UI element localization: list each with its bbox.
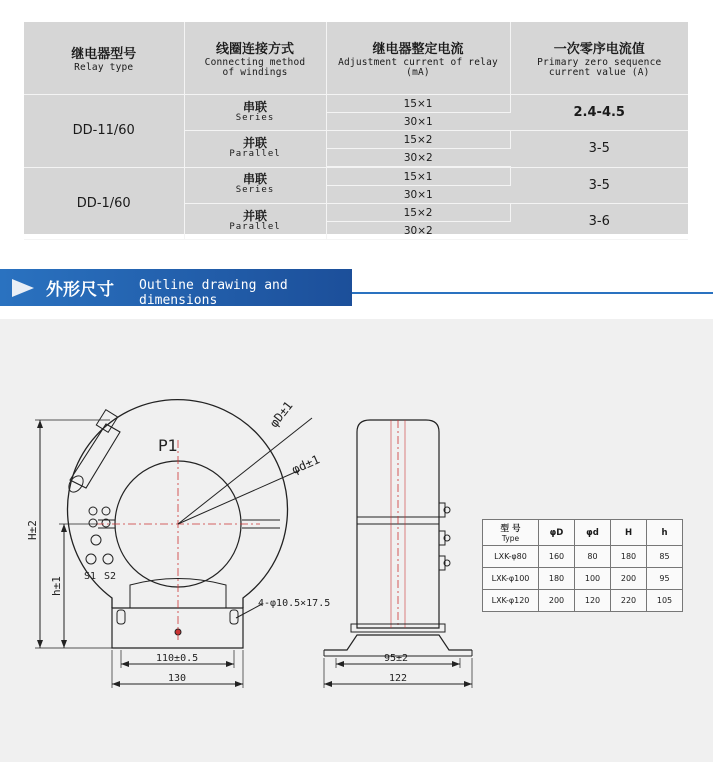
leader-inner-diameter: [178, 470, 300, 524]
current-cell: 30×2: [326, 149, 510, 168]
dim-cell: 120: [575, 590, 611, 612]
label-height-center: h±1: [50, 576, 63, 596]
current-cell: 30×2: [326, 222, 510, 240]
dim-cell: 105: [647, 590, 683, 612]
header-adjustment-current: 继电器整定电流 Adjustment current of relay (mA): [326, 22, 510, 95]
dim-cell: LXK-φ100: [483, 568, 539, 590]
relay-type-cell: DD-1/60: [24, 167, 184, 240]
current-cell: 30×1: [326, 186, 510, 204]
terminal-s1-screw: [86, 554, 96, 564]
dim-cell: 85: [647, 546, 683, 568]
terminal-screw: [102, 507, 110, 515]
drawing-labels: [26, 399, 408, 684]
current-cell: 30×1: [326, 113, 510, 131]
relay-type-cell: DD-11/60: [24, 95, 184, 168]
dim-cell: 200: [539, 590, 575, 612]
label-height-total: H±2: [26, 520, 39, 540]
current-cell: 15×1: [326, 167, 510, 186]
dim-cell: 80: [575, 546, 611, 568]
label-mount-holes: 4-φ10.5×17.5: [258, 598, 331, 609]
terminal-screw: [91, 535, 101, 545]
header-connecting-method: 线圈连接方式 Connecting method of windings: [184, 22, 326, 95]
section-title-en: Outline drawing and dimensions: [139, 278, 288, 308]
dim-cell: 100: [575, 568, 611, 590]
dim-cell: 220: [611, 590, 647, 612]
connection-cell: 串联 Series: [184, 167, 326, 204]
label-terminal-s2: S2: [104, 571, 117, 582]
terminal-lug: [70, 424, 120, 488]
current-cell: 15×1: [326, 95, 510, 113]
mount-hole: [230, 610, 238, 624]
terminal-screw: [89, 519, 97, 527]
current-cell: 15×2: [326, 131, 510, 149]
table-row: [483, 568, 683, 590]
dim-header-height: H: [611, 520, 647, 546]
label-terminal-s1: S1: [84, 571, 97, 582]
dim-cell: 180: [611, 546, 647, 568]
label-p1: P1: [158, 436, 178, 455]
dim-header-outer-diameter: φD: [539, 520, 575, 546]
connection-cell: 并联 Parallel: [184, 204, 326, 240]
ring-outer-outline: [68, 400, 288, 608]
primary-current-cell: 3-5: [510, 167, 688, 204]
table-row: [483, 590, 683, 612]
base-plate: [112, 608, 243, 648]
dim-arrowheads: [37, 420, 243, 687]
mount-hole: [117, 610, 125, 624]
terminal-screw: [89, 507, 97, 515]
label-side-holes: 95±2: [384, 653, 409, 664]
dim-cell: 180: [539, 568, 575, 590]
primary-current-cell: 2.4-4.5: [510, 95, 688, 131]
label-hole-spacing: 110±0.5: [156, 653, 199, 664]
connection-cell: 串联 Series: [184, 95, 326, 131]
terminal-s2-screw: [103, 554, 113, 564]
label-inner-diameter: φd±1: [289, 452, 322, 477]
dim-header-row: [483, 520, 683, 546]
dim-cell: LXK-φ120: [483, 590, 539, 612]
primary-current-cell: 3-5: [510, 131, 688, 168]
connection-cell: 并联 Parallel: [184, 131, 326, 168]
primary-current-cell: 3-6: [510, 204, 688, 240]
section-title-cn: 外形尺寸: [46, 280, 114, 300]
label-side-width: 122: [389, 673, 408, 684]
header-relay-type: 继电器型号 Relay type: [24, 22, 184, 95]
side-view: [324, 420, 472, 688]
header-primary-current: 一次零序电流值 Primary zero sequence current value (A): [510, 22, 688, 95]
dim-cell: 95: [647, 568, 683, 590]
label-outer-diameter: φD±1: [266, 398, 296, 431]
dim-header-inner-diameter: φd: [575, 520, 611, 546]
label-base-width: 130: [168, 673, 187, 684]
dim-cell: LXK-φ80: [483, 546, 539, 568]
dimension-table: [482, 519, 683, 612]
dim-cell: 160: [539, 546, 575, 568]
table-row: [483, 546, 683, 568]
dim-header-type: 型 号 Type: [483, 520, 539, 546]
side-base-bracket: [324, 635, 472, 650]
dim-cell: 200: [611, 568, 647, 590]
current-cell: 15×2: [326, 204, 510, 222]
dim-header-center-height: h: [647, 520, 683, 546]
